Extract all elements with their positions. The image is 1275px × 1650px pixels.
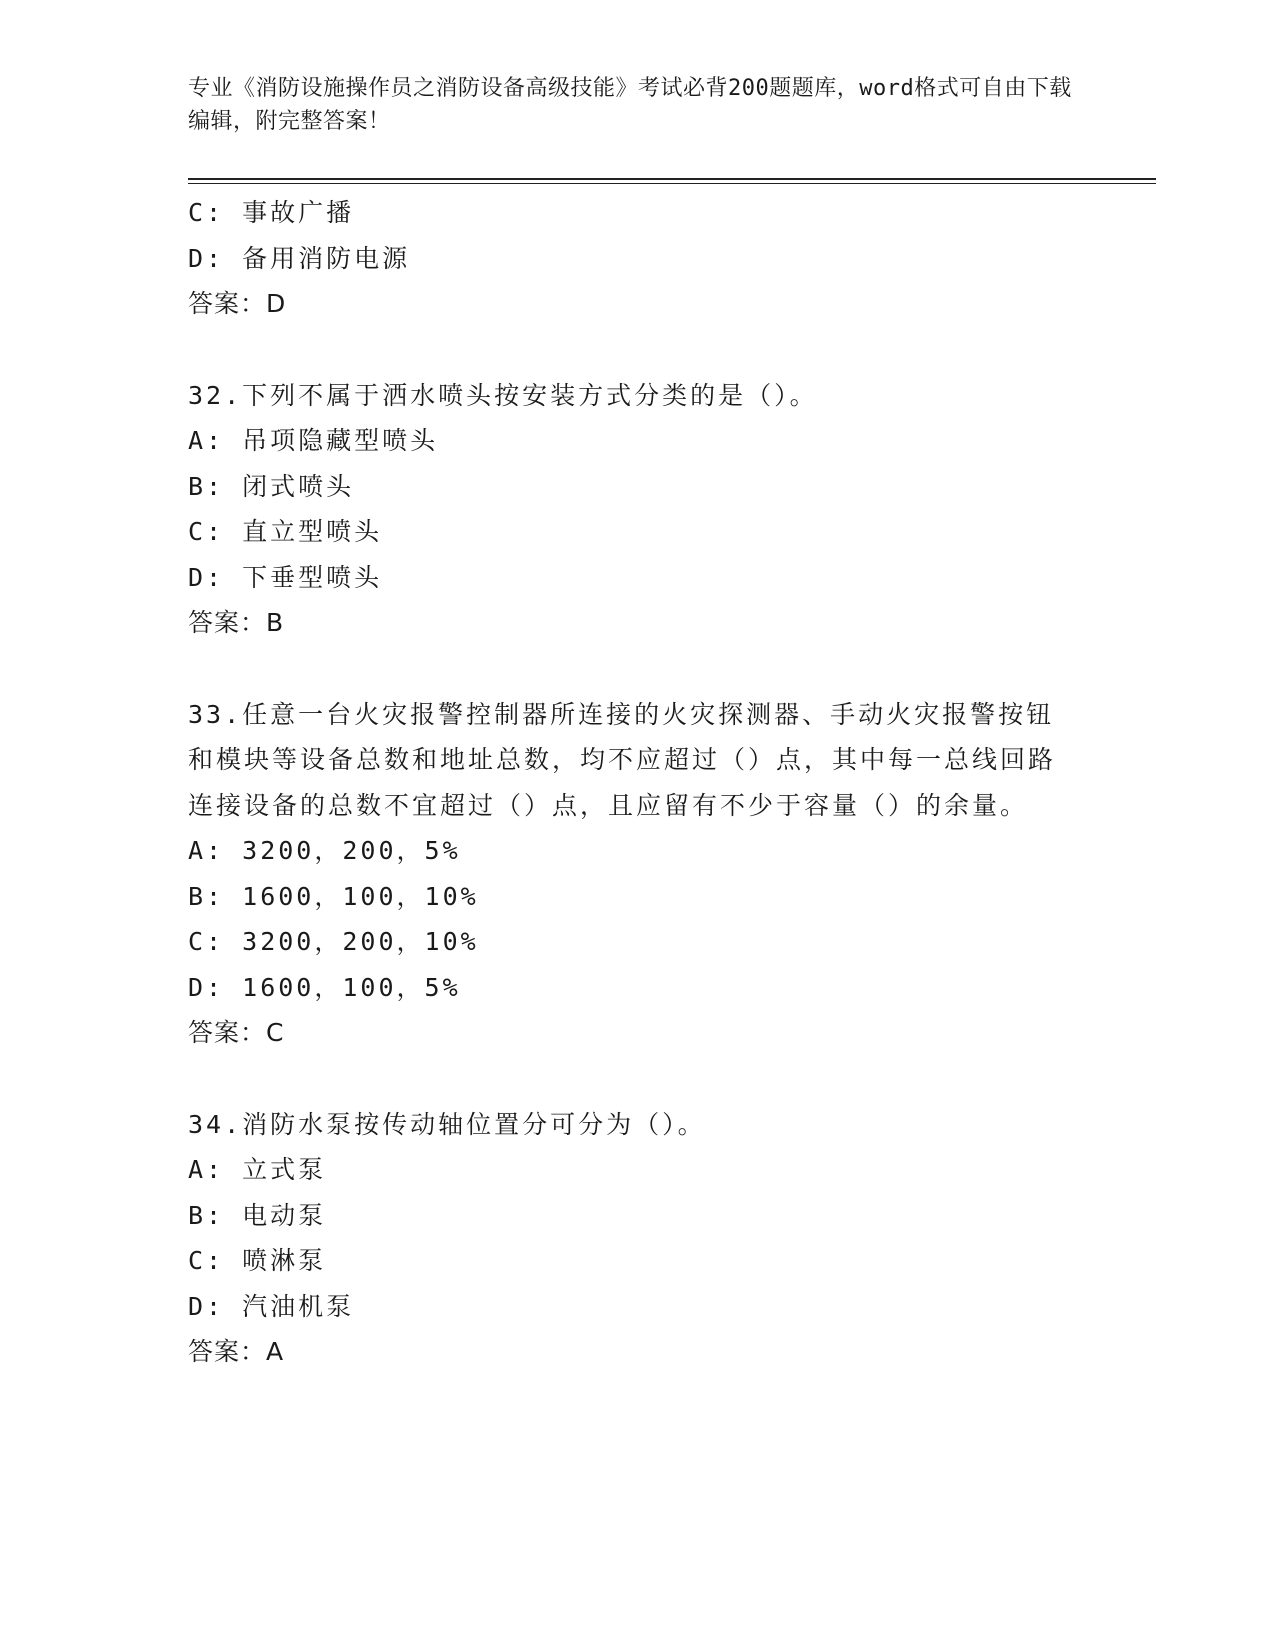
option-d: D: 下垂型喷头 (188, 562, 383, 592)
document-header: 专业《消防设施操作员之消防设备高级技能》考试必背200题题库，word格式可自由下载编辑，附完整答案！ (188, 76, 1072, 134)
option-c: C: 直立型喷头 (188, 517, 383, 546)
option-c: C: 喷淋泵 (188, 1246, 327, 1275)
question-stem: 34.消防水泵按传动轴位置分可分为（）。 (188, 1109, 706, 1139)
option-c: C: 事故广播 (188, 198, 355, 227)
option-d: D: 汽油机泵 (188, 1291, 355, 1321)
answer: 答案：A (188, 1337, 285, 1366)
option-b: B: 闭式喷头 (188, 471, 355, 501)
option-c: C: 3200，200，10% (188, 927, 479, 956)
question-continued (188, 190, 1088, 327)
question-stem: 33.任意一台火灾报警控制器所连接的火灾探测器、手动火灾报警按钮和模块等设备总数和地址总数，均不应超过（）点，其中每一总线回路连接设备的总数不宜超过（）点，且应留有不少于容量（）的余量。 (188, 699, 1057, 820)
answer: 答案：B (188, 608, 285, 637)
question-32 (188, 373, 1088, 646)
option-d: D: 备用消防电源 (188, 243, 411, 273)
option-a: A: 吊项隐藏型喷头 (188, 426, 439, 455)
option-a: A: 立式泵 (188, 1155, 327, 1184)
option-a: A: 3200，200，5% (188, 836, 461, 865)
question-33 (188, 692, 1088, 1056)
answer: 答案：D (188, 289, 287, 318)
header-rule-thick (188, 178, 1156, 180)
question-stem: 32.下列不属于洒水喷头按安装方式分类的是（）。 (188, 380, 818, 410)
answer: 答案：C (188, 1018, 285, 1047)
header-rule-thin (188, 183, 1156, 184)
option-b: B: 电动泵 (188, 1200, 327, 1230)
question-list (188, 190, 1088, 1375)
option-d: D: 1600，100，5% (188, 972, 461, 1002)
option-b: B: 1600，100，10% (188, 881, 479, 911)
question-34 (188, 1102, 1088, 1375)
